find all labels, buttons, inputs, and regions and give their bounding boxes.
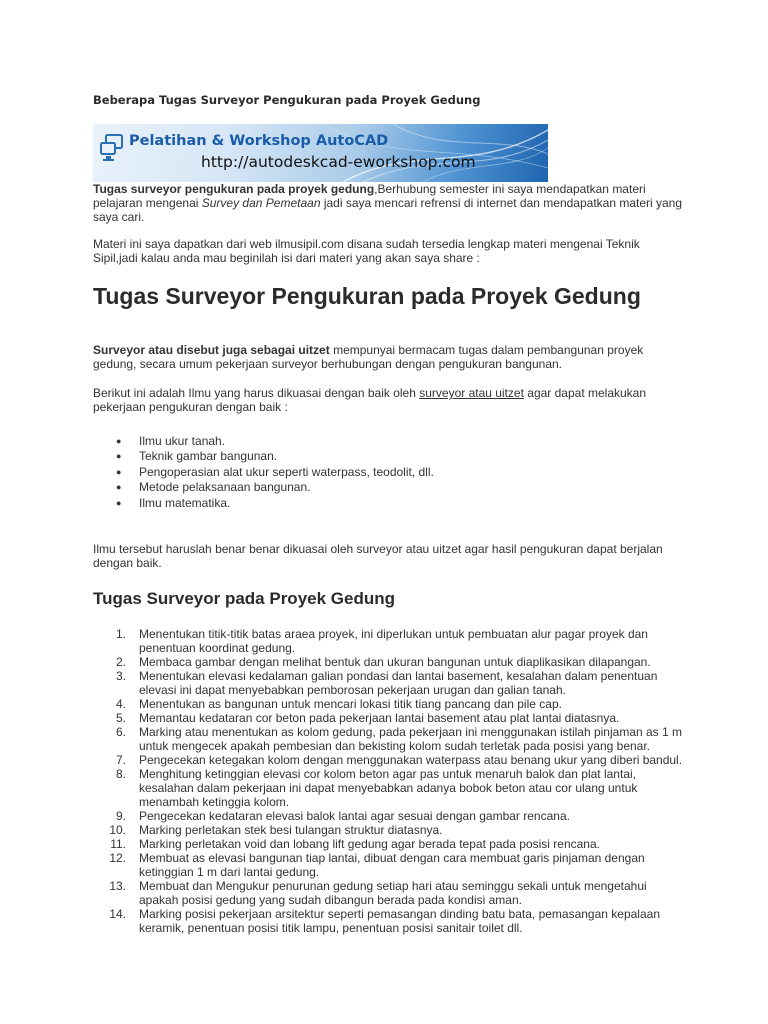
surveyor-link[interactable]: surveyor atau uitzet <box>419 386 524 400</box>
task-text: Pengecekan kedataran elevasi balok lantai agar sesuai dengan gambar rencana. <box>139 809 570 823</box>
tasks-list <box>93 627 683 935</box>
document-title: Beberapa Tugas Surveyor Pengukuran pada Proyek Gedung <box>93 93 481 107</box>
list-number: 1. <box>115 627 126 641</box>
list-item <box>93 711 683 725</box>
computer-monitor-icon <box>100 134 124 164</box>
list-number: 13. <box>109 879 126 893</box>
bullet-icon: ● <box>116 466 122 477</box>
bullet-icon: ● <box>116 482 122 493</box>
skill-text: Teknik gambar bangunan. <box>139 449 278 464</box>
skill-text: Ilmu matematika. <box>139 495 231 510</box>
skills-conclusion-paragraph: Ilmu tersebut haruslah benar benar dikuasai oleh surveyor atau uitzet agar hasil pengukuran dapat berjalan dengan baik. <box>93 542 663 570</box>
surveyor-paragraph <box>93 343 683 371</box>
list-item <box>93 809 683 823</box>
list-item <box>93 655 683 669</box>
list-number: 6. <box>115 725 126 739</box>
intro-italic-phrase: Survey dan Pemetaan <box>201 196 321 210</box>
tasks-heading: Tugas Surveyor pada Proyek Gedung <box>93 589 395 608</box>
skills-intro-paragraph <box>93 386 683 414</box>
task-text: Membuat dan Mengukur penurunan gedung setiap hari atau seminggu sekali untuk mengetahui apakah posisi gedung yang sudah dibangun berada pada kondisi aman. <box>139 879 647 907</box>
list-item <box>93 823 683 837</box>
task-text: Membuat as elevasi bangunan tiap lantai, dibuat dengan cara membuat garis pinjaman dengan ketinggian 1 m dari lantai gedung. <box>139 851 645 879</box>
list-item <box>93 753 683 767</box>
skill-text: Pengoperasian alat ukur seperti waterpass, teodolit, dll. <box>139 464 434 479</box>
task-text: Memantau kedataran cor beton pada pekerjaan lantai basement atau plat lantai diatasnya. <box>139 711 620 725</box>
list-item <box>93 669 683 697</box>
banner-title: Pelatihan & Workshop AutoCAD <box>129 133 389 149</box>
list-item <box>93 465 683 480</box>
intro-paragraph <box>93 182 683 224</box>
list-number: 9. <box>115 809 126 823</box>
list-item <box>93 767 683 809</box>
list-item <box>93 434 683 449</box>
task-text: Menentukan as bangunan untuk mencari lokasi titik tiang pancang dan pile cap. <box>139 697 562 711</box>
list-number: 8. <box>115 767 126 781</box>
list-number: 7. <box>115 753 126 767</box>
list-number: 3. <box>115 669 126 683</box>
bullet-icon: ● <box>116 436 122 446</box>
skills-intro-text-2: agar dapat melakukan pekerjaan pengukuran dengan baik : <box>93 386 647 414</box>
task-text: Pengecekan ketegakan kolom dengan menggunakan waterpass atau benang ukur yang diberi bandul. <box>139 753 683 767</box>
list-item <box>93 496 683 511</box>
skills-list <box>93 434 683 511</box>
surveyor-text: mempunyai bermacam tugas dalam pembangunan proyek gedung, secara umum pekerjaan surveyor berhubungan dengan pengukuran bangunan. <box>93 343 644 371</box>
list-number: 5. <box>115 711 126 725</box>
task-text: Menentukan titik-titik batas araea proyek, ini diperlukan untuk pembuatan alur pagar proyek dan penentuan koordinat gedung. <box>139 627 648 655</box>
skill-text: Metode pelaksanaan bangunan. <box>139 480 311 495</box>
bullet-icon: ● <box>116 451 122 462</box>
skill-text: Ilmu ukur tanah. <box>139 434 226 448</box>
list-number: 11. <box>110 837 126 851</box>
source-paragraph: Materi ini saya dapatkan dari web ilmusipil.com disana sudah tersedia lengkap materi mengenai Teknik Sipil,jadi kalau anda mau beginilah isi dari materi yang akan saya share : <box>93 237 640 265</box>
intro-bold-phrase: Tugas surveyor pengukuran pada proyek gedung <box>93 182 375 196</box>
skills-intro-text-1: Berikut ini adalah Ilmu yang harus dikuasai dengan baik oleh <box>93 386 420 400</box>
list-item <box>93 627 683 655</box>
list-number: 4. <box>115 697 126 711</box>
list-item <box>93 851 683 879</box>
list-number: 2. <box>115 655 126 669</box>
autocad-workshop-banner[interactable] <box>93 124 548 182</box>
task-text: Marking atau menentukan as kolom gedung, pada pekerjaan ini menggunakan istilah pinjaman as 1 m untuk mengecek apakah pembesian dan bekisting kolom sudah terletak pada posisi yang benar. <box>139 725 683 753</box>
surveyor-bold-phrase: Surveyor atau disebut juga sebagai uitzet <box>93 343 330 357</box>
task-text: Membaca gambar dengan melihat bentuk dan ukuran bangunan untuk diaplikasikan dilapangan. <box>139 655 651 669</box>
list-number: 12. <box>109 851 126 865</box>
list-item <box>93 879 683 907</box>
list-item <box>93 837 683 851</box>
task-text: Menghitung ketinggian elevasi cor kolom beton agar pas untuk menaruh balok dan plat lantai, kesalahan dalam pekerjaan ini dapat menyebabkan adanya bobok beton atau cor ulang untuk menambah ketinggia kolom. <box>139 767 638 809</box>
intro-text-2: jadi saya mencari refrensi di internet dan mendapatkan materi yang saya cari. <box>93 196 683 224</box>
list-number: 14. <box>109 907 126 921</box>
banner-url: http://autodeskcad-eworkshop.com <box>201 153 476 171</box>
list-item <box>93 697 683 711</box>
list-item <box>93 907 683 935</box>
list-item <box>93 725 683 753</box>
task-text: Marking posisi pekerjaan arsitektur seperti pemasangan dinding batu bata, pemasangan kepalaan keramik, penentuan posisi titik lampu, penentuan posisi sanitair toilet dll. <box>139 907 660 935</box>
intro-text-1: ,Berhubung semester ini saya mendapatkan materi pelajaran mengenai <box>93 182 646 210</box>
main-heading: Tugas Surveyor Pengukuran pada Proyek Gedung <box>93 283 641 309</box>
task-text: Menentukan elevasi kedalaman galian pondasi dan lantai basement, kesalahan dalam penentuan elevasi ini dapat menyebabkan pemborosan pekerjaan urugan dan galian tanah. <box>139 669 658 697</box>
task-text: Marking perletakan stek besi tulangan struktur diatasnya. <box>139 823 443 837</box>
list-item <box>93 449 683 464</box>
bullet-icon: ● <box>116 497 122 508</box>
list-number: 10. <box>109 823 126 837</box>
list-item <box>93 480 683 495</box>
task-text: Marking perletakan void dan lobang lift gedung agar berada tepat pada posisi rencana. <box>139 837 600 851</box>
